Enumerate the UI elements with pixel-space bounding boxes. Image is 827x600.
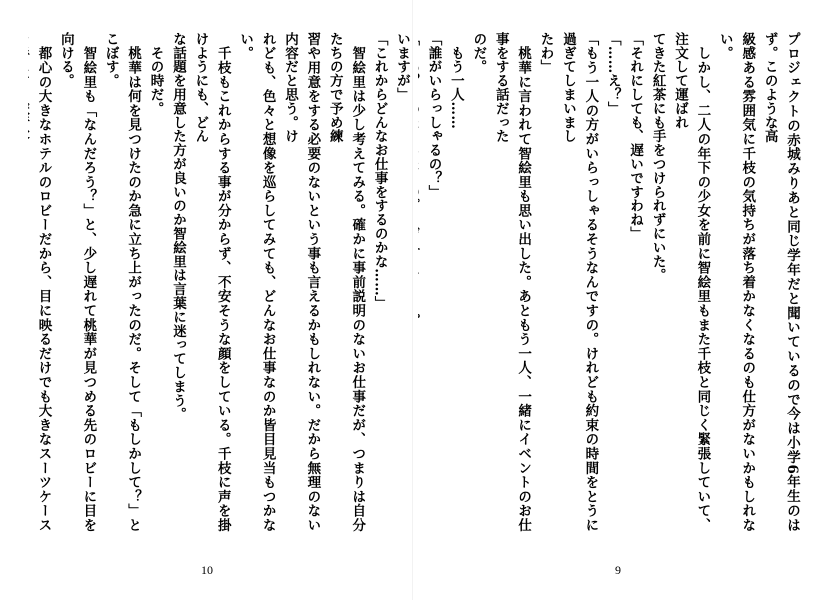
text-line: 桃華に言われて智絵里も思い出した。あともう一人、一緒にイベントのお仕事をする話だった <box>492 32 532 532</box>
text-line: 「……え？」 <box>604 32 621 116</box>
text-line: 「誰がいらっしゃるの？」 <box>425 32 442 199</box>
text-line: 智絵里は少し考えてみる。確かに事前説明のないお仕事だが、つまりは自分たちの方で予め練 <box>326 32 366 532</box>
right-page-number: 9 <box>615 563 621 577</box>
text-line: 「これからどんなお仕事をするのかな……」 <box>371 32 388 310</box>
text-line: 桃華は何を見つけたのか急に立ち上がったのだ。そして「もしかして？」とこぼす。 <box>102 32 142 532</box>
text-line: 都心の大きなホテルのロビーだから、目に映るだけでも大きなスーツケース <box>35 46 52 532</box>
text-line: 級感ある雰囲気に千枝の気持ちが落ち着かなくなるのも仕方がないかもしれない。 <box>716 32 756 532</box>
left-page-text <box>28 32 413 532</box>
text-line: もう一人…… <box>447 32 464 130</box>
text-line: いますが」 <box>394 32 410 102</box>
text-line: たわ」 <box>537 32 554 74</box>
text-line: れども、色々と想像を巡らしてみても、どんなお仕事なのか皆目見当もつかない。 <box>237 32 276 532</box>
left-page <box>0 0 413 600</box>
text-line <box>418 32 422 532</box>
text-line: 「もう一人の方がいらっしゃるそうなんですの。けれども約束の時間をとうに過ぎてしまいまし <box>559 32 599 532</box>
left-page-number: 10 <box>201 563 213 577</box>
page-gutter <box>412 0 413 600</box>
text-line: な話題を用意した方が良いのか智絵里は言葉に迷ってしまう。 <box>169 32 186 422</box>
text-line: プロジェクトの赤城みりあと同じ学年だと聞いているので今は小学6年生のはず。このような高 <box>761 32 800 532</box>
text-line: 智絵里も「なんだろう？」と、少し遅れて桃華が見つめる先のロビーに目を向ける。 <box>57 32 97 532</box>
text-line: しかし、二人の年下の少女を前に智絵里もまた千枝と同じく緊張していて、注文して運ばれ <box>671 32 711 532</box>
text-line: 習や用意をする必要のないという事も言えるかもしれない。だから無理のない内容だと思う。け <box>281 32 321 532</box>
right-page <box>414 0 827 600</box>
text-line: 千枝もこれからする事が分からず、不安そうな顔をしている。千枝に声を掛けようにも、どん <box>192 32 231 532</box>
text-line: てきた紅茶にも手をつけられずにいた。 <box>649 32 666 283</box>
text-line: 「それにしても、遅いですわね」 <box>627 32 644 241</box>
text-line: その時だ。 <box>147 32 164 116</box>
text-line: のだ。 <box>470 32 487 74</box>
right-page-text <box>418 32 803 532</box>
